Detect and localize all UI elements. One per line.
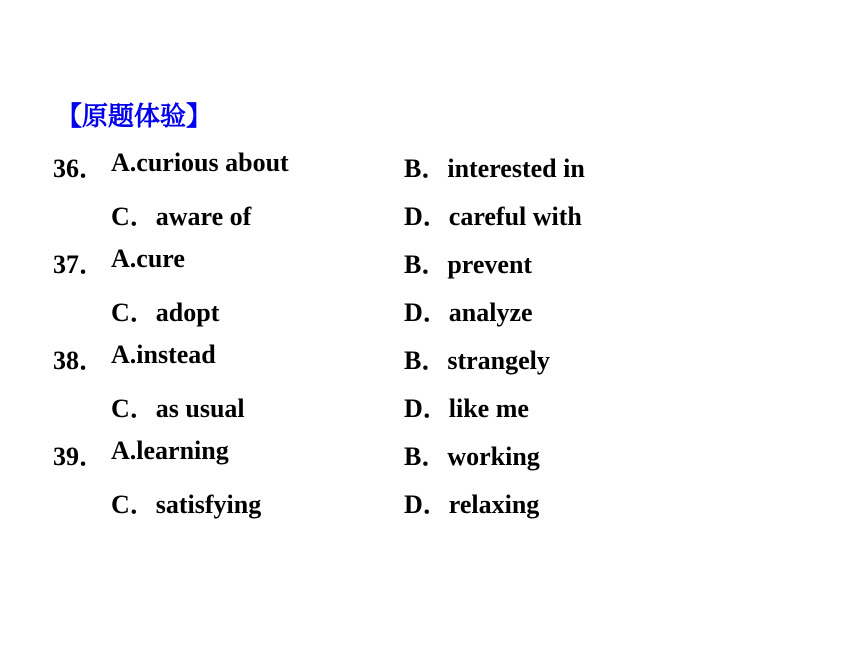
question-39-row-2 xyxy=(0,484,860,532)
option-c: C．aware of xyxy=(111,202,252,231)
option-c: C．as usual xyxy=(111,394,245,423)
question-38-row-1 xyxy=(0,340,860,388)
question-number: 37． xyxy=(53,250,106,279)
question-39-row-1 xyxy=(0,436,860,484)
question-number: 36． xyxy=(53,154,106,183)
option-b: B．strangely xyxy=(404,346,550,375)
option-d: D．careful with xyxy=(404,202,582,231)
option-c: C．satisfying xyxy=(111,490,262,519)
option-a: A.curious about xyxy=(111,148,289,177)
option-c: C．adopt xyxy=(111,298,220,327)
question-36-row-2 xyxy=(0,196,860,244)
question-number: 38． xyxy=(53,346,106,375)
option-a: A.learning xyxy=(111,436,229,465)
option-b: B．interested in xyxy=(404,154,585,183)
question-number: 39． xyxy=(53,442,106,471)
option-d: D．analyze xyxy=(404,298,533,327)
option-d: D．relaxing xyxy=(404,490,540,519)
option-b: B．working xyxy=(404,442,540,471)
question-37-row-1 xyxy=(0,244,860,292)
option-d: D．like me xyxy=(404,394,529,423)
question-38-row-2 xyxy=(0,388,860,436)
section-heading: 【原题体验】 xyxy=(56,102,213,132)
option-a: A.cure xyxy=(111,244,185,273)
question-37-row-2 xyxy=(0,292,860,340)
question-36-row-1 xyxy=(0,148,860,196)
option-a: A.instead xyxy=(111,340,216,369)
option-b: B．prevent xyxy=(404,250,533,279)
